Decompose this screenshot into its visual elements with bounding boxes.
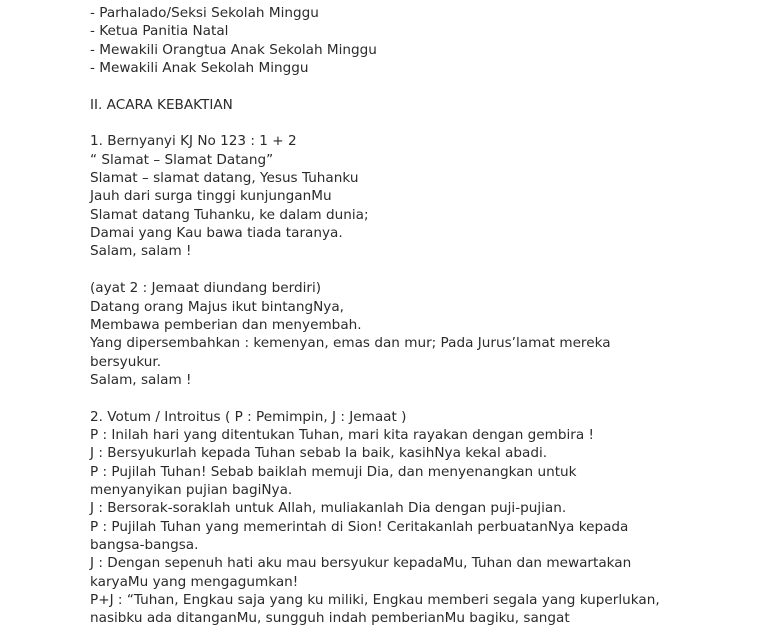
document-line: bersyukur. bbox=[90, 353, 162, 370]
document-line: (ayat 2 : Jemaat diundang berdiri) bbox=[90, 280, 322, 297]
document-line bbox=[90, 77, 750, 95]
document-line: II. ACARA KEBAKTIAN bbox=[90, 96, 233, 113]
document-line: J : Bersorak-soraklah untuk Allah, muliakanlah Dia dengan puji-pujian. bbox=[90, 500, 567, 517]
document-line: - Parhalado/Seksi Sekolah Minggu bbox=[90, 5, 319, 21]
document-line: menyanyikan pujian bagiNya. bbox=[90, 481, 293, 498]
document-line: karyaMu yang mengagumkan! bbox=[90, 573, 299, 590]
document-line: 2. Votum / Introitus ( P : Pemimpin, J : Jemaat ) bbox=[90, 408, 407, 425]
document-line: - Mewakili Orangtua Anak Sekolah Minggu bbox=[90, 41, 377, 58]
document-line: P : Inilah hari yang ditentukan Tuhan, mari kita rayakan dengan gembira ! bbox=[90, 426, 594, 443]
document-line: bangsa-bangsa. bbox=[90, 536, 199, 553]
document-line: Yang dipersembahkan : kemenyan, emas dan mur; Pada Jurus’lamat mereka bbox=[90, 335, 611, 352]
document-line: 1. Bernyanyi KJ No 123 : 1 + 2 bbox=[90, 133, 297, 150]
document-body bbox=[90, 4, 750, 628]
document-line: J : Dengan sepenuh hati aku mau bersyukur kepadaMu, Tuhan dan mewartakan bbox=[90, 555, 632, 572]
document-line: P+J : “Tuhan, Engkau saja yang ku miliki, Engkau memberi segala yang kuperlukan, bbox=[90, 592, 660, 608]
document-line: P : Pujilah Tuhan! Sebab baiklah memuji Dia, dan menyenangkan untuk bbox=[90, 463, 577, 480]
document-line bbox=[90, 389, 750, 407]
document-line bbox=[90, 114, 750, 132]
document-line: Salam, salam ! bbox=[90, 243, 192, 260]
document-line: Slamat – slamat datang, Yesus Tuhanku bbox=[90, 170, 359, 187]
document-line: Membawa pemberian dan menyembah. bbox=[90, 316, 362, 333]
document-line: nasibku ada ditanganMu, sungguh indah pemberianMu bagiku, sangat bbox=[90, 610, 570, 627]
document-line bbox=[90, 261, 750, 279]
document-line: - Ketua Panitia Natal bbox=[90, 23, 229, 40]
document-line: Damai yang Kau bawa tiada taranya. bbox=[90, 225, 343, 242]
document-line: Salam, salam ! bbox=[90, 371, 192, 388]
document-line: Datang orang Majus ikut bintangNya, bbox=[90, 298, 344, 315]
document-line: Jauh dari surga tinggi kunjunganMu bbox=[90, 188, 332, 205]
document-line: J : Bersyukurlah kepada Tuhan sebab Ia baik, kasihNya kekal abadi. bbox=[90, 445, 548, 462]
document-line: Slamat datang Tuhanku, ke dalam dunia; bbox=[90, 206, 369, 223]
document-line: - Mewakili Anak Sekolah Minggu bbox=[90, 60, 309, 77]
document-line: P : Pujilah Tuhan yang memerintah di Sion! Ceritakanlah perbuatanNya kepada bbox=[90, 518, 629, 535]
document-line: “ Slamat – Slamat Datang” bbox=[90, 151, 274, 168]
